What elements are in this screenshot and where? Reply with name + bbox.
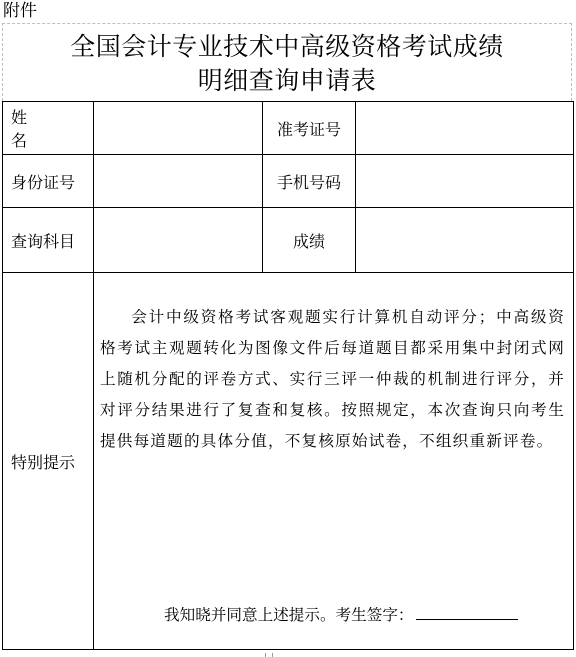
- exam-no-label: 准考证号: [263, 102, 356, 155]
- signature-field[interactable]: [416, 603, 518, 620]
- form-title-line-2: 明细查询申请表: [197, 66, 377, 95]
- subject-label: 查询科目: [3, 208, 94, 273]
- notice-text: 会计中级资格考试客观题实行计算机自动评分；中高级资格考试主观题转化为图像文件后每道题目都采用集中封闭式网上随机分配的评卷方式、实行三评一仲裁的机制进行评分，并对评分结果进行了复查和复核。按照规定，本次查询只向考生提供每道题的具体分值，不复核原始试卷，不组织重新评卷。: [100, 308, 565, 450]
- id-field[interactable]: [94, 155, 263, 208]
- score-field[interactable]: [356, 208, 574, 273]
- id-label: 身份证号: [3, 155, 94, 208]
- name-label: 姓名: [11, 108, 57, 150]
- attachment-label: 附件: [3, 1, 37, 21]
- form-row-notice: [3, 273, 574, 650]
- form-row-subject: [3, 208, 574, 273]
- page-corner-mark: [265, 653, 273, 657]
- score-label: 成绩: [263, 208, 356, 273]
- subject-field[interactable]: [94, 208, 263, 273]
- title-block: [2, 23, 572, 101]
- phone-label: 手机号码: [263, 155, 356, 208]
- form-row-name: [3, 102, 574, 155]
- name-field[interactable]: [94, 102, 263, 155]
- acknowledgement-text: 我知晓并同意上述提示。考生签字：: [164, 606, 414, 624]
- exam-no-field[interactable]: [356, 102, 574, 155]
- form-title-line-1: 全国会计专业技术中高级资格考试成绩: [70, 32, 504, 61]
- notice-cell: [94, 273, 574, 650]
- notice-label: 特别提示: [3, 273, 94, 650]
- application-form-table: [2, 101, 574, 650]
- phone-field[interactable]: [356, 155, 574, 208]
- acknowledgement-line: [164, 603, 518, 627]
- form-row-id: [3, 155, 574, 208]
- name-label-cell: [3, 102, 94, 155]
